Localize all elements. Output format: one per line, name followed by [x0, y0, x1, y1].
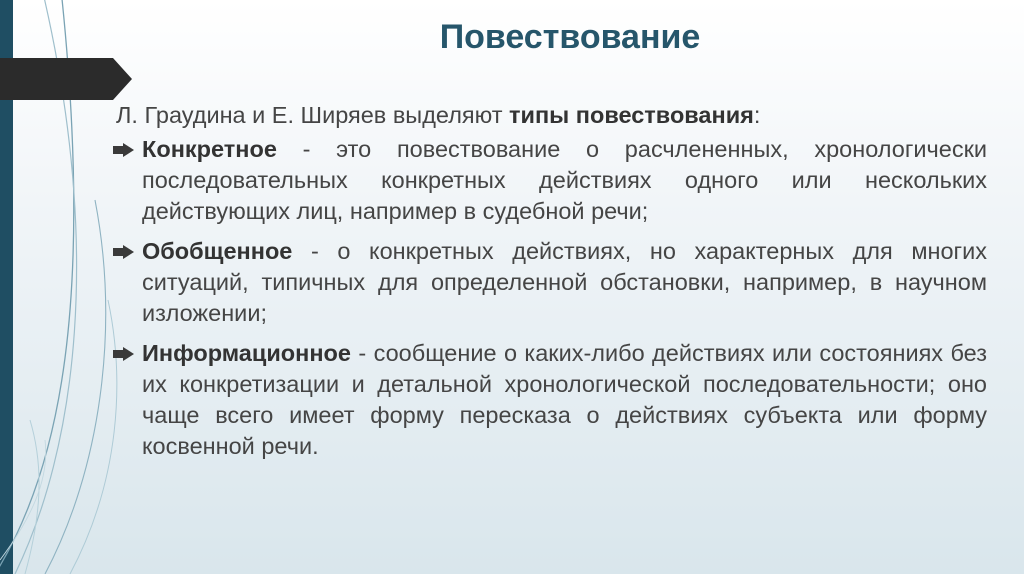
arrow-bullet-icon — [113, 143, 135, 157]
list-item — [113, 134, 987, 227]
intro-paragraph — [113, 100, 987, 131]
item-text: - о конкретных действиях, но характерных для многих ситуаций, типичных для определенной обстановки, например, в научном изложении; — [142, 238, 987, 326]
list-item — [113, 236, 987, 329]
arrow-bullet-icon — [113, 347, 135, 361]
page-title: Повествование — [439, 18, 701, 56]
list-item — [113, 338, 987, 462]
intro-bold: типы повествования — [509, 102, 754, 128]
item-term: Информационное — [142, 340, 351, 366]
item-text: - сообщение о каких-либо действиях или состояниях без их конкретизации и детальной хронологической последовательности; оно чаще всего имеет форму пересказа о действиях субъекта или форму косвенной речи. — [142, 340, 987, 459]
intro-end: : — [753, 102, 761, 128]
item-term: Обобщенное — [142, 238, 293, 264]
item-term: Конкретное — [142, 136, 277, 162]
intro-text: Л. Граудина и Е. Ширяев выделяют — [116, 102, 510, 128]
item-text: - это повествование о расчлененных, хронологически последовательных конкретных действиях одного или нескольких действующих лиц, например в судебной речи; — [142, 136, 987, 224]
content-body — [113, 100, 987, 471]
arrow-bullet-icon — [113, 245, 135, 259]
